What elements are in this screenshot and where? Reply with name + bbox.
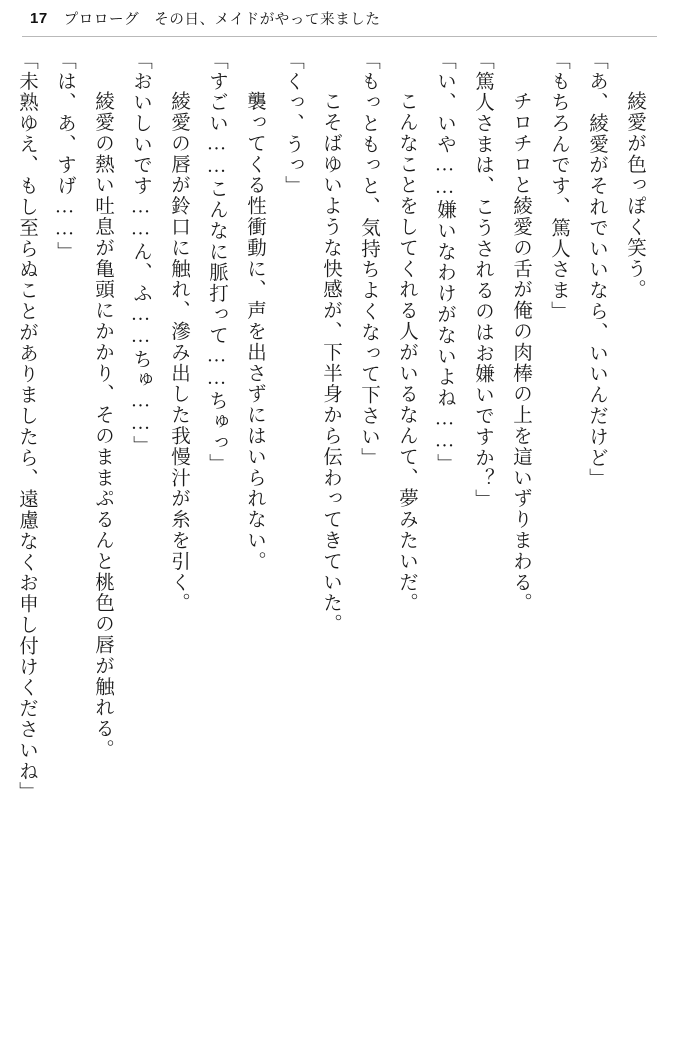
text-line: 襲ってくる性衝動に、声を出さずにはいられない。 <box>244 70 265 572</box>
text-line: チロチロと綾愛の舌が俺の肉棒の上を這いずりまわる。 <box>510 70 531 614</box>
vertical-text-block <box>16 50 653 980</box>
page-number: 17 <box>30 9 48 27</box>
text-line: 「あ、綾愛がそれでいいなら、いいんだけど」 <box>586 50 607 489</box>
text-line: 「未熟ゆえ、もし至らぬことがありましたら、遠慮なくお申し付けくださいね」 <box>16 50 37 803</box>
text-line: 「い、いや……嫌いなわけがないよね……」 <box>434 50 455 474</box>
text-line: 綾愛が色っぽく笑う。 <box>624 70 645 300</box>
text-line: 「くっ、うっ」 <box>282 50 303 197</box>
text-line: 綾愛の唇が鈴口に触れ、滲み出した我慢汁が糸を引く。 <box>168 70 189 614</box>
header-divider <box>22 36 657 37</box>
text-line: こそばゆいような快感が、下半身から伝わってきていた。 <box>320 70 341 635</box>
text-line: 「もちろんです、篤人さま」 <box>548 50 569 322</box>
chapter-title: プロローグ その日、メイドがやって来ました <box>63 11 381 28</box>
text-line: 「は、あ、すげ……」 <box>54 50 75 262</box>
text-line: 「篤人さまは、こうされるのはお嫌いですか？」 <box>472 50 493 510</box>
text-line: 「すごい……こんなに脈打って……ちゅっ」 <box>206 50 227 474</box>
running-header <box>0 0 679 36</box>
text-line: こんなことをしてくれる人がいるなんて、夢みたいだ。 <box>396 70 417 614</box>
page-body <box>16 50 653 1010</box>
text-line: 「もっともっと、気持ちよくなって下さい」 <box>358 50 379 468</box>
text-line: 綾愛の熱い吐息が亀頭にかかり、そのままぷるんと桃色の唇が触れる。 <box>92 70 113 760</box>
text-line: 「おいしいです……ん、ふ……ちゅ……」 <box>130 50 151 457</box>
